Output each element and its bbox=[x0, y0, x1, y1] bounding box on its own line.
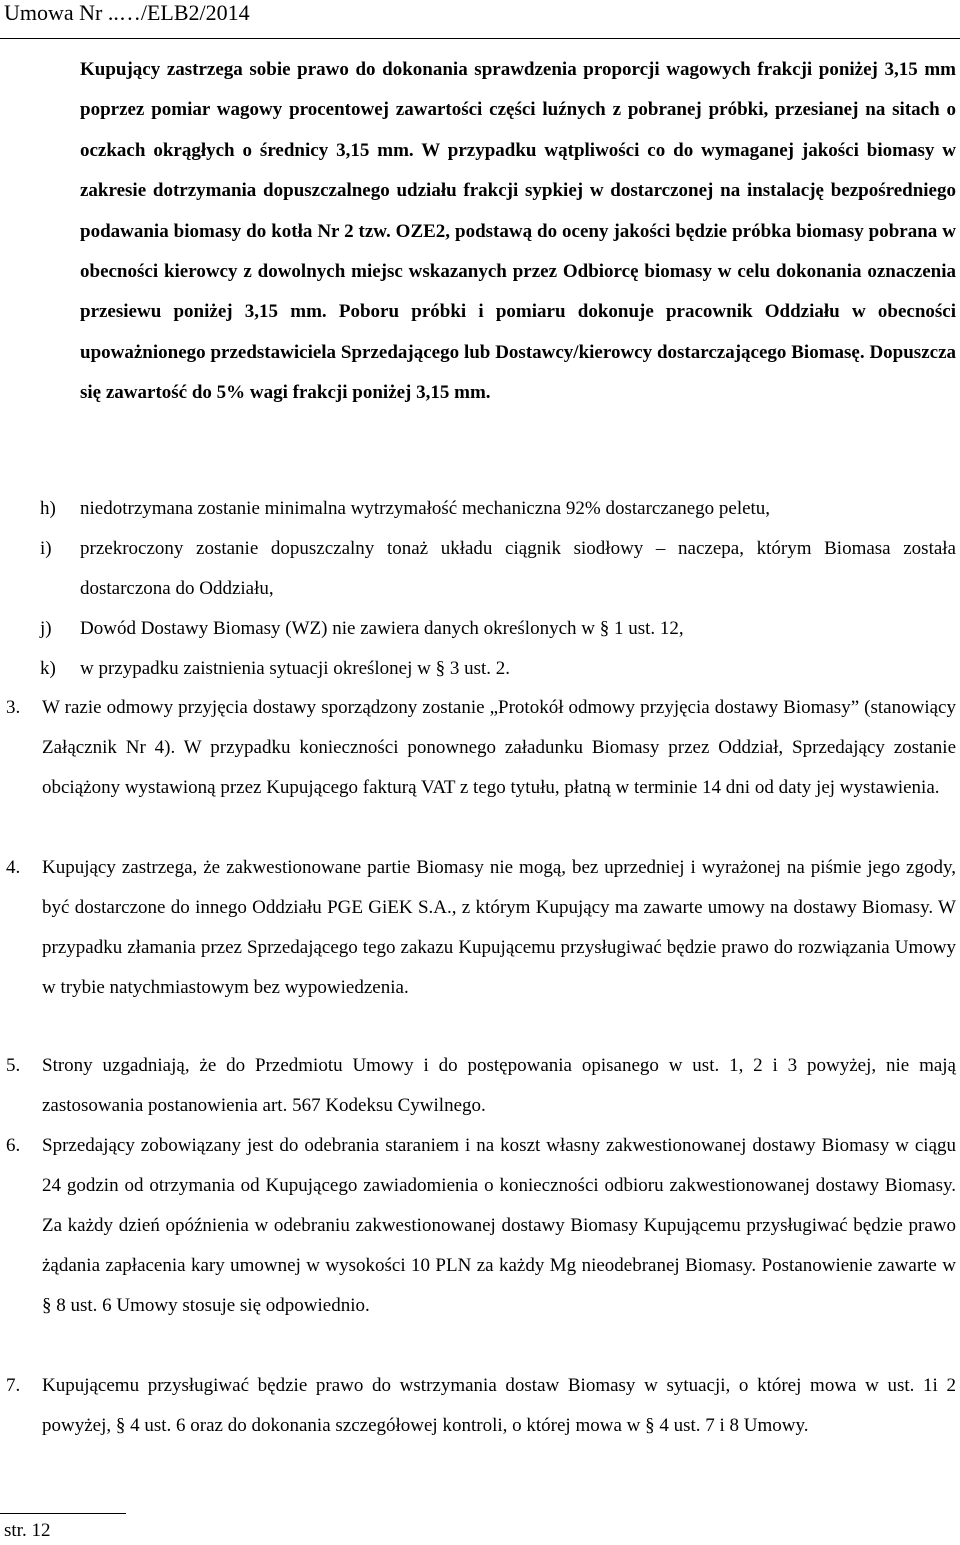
item-marker-6: 6. bbox=[6, 1135, 21, 1156]
sub-item-text-k: w przypadku zaistnienia sytuacji określonej w § 3 ust. 2. bbox=[80, 658, 511, 679]
item-text-3: W razie odmowy przyjęcia dostawy sporządzony zostanie „Protokół odmowy przyjęcia dostawy Biomasy” (stanowiący Załącznik Nr 4). W przypadku konieczności ponownego załadunku Biomasy przez Oddział, Sprzedający zostanie obciążony wystawioną przez Kupującego fakturą VAT z tego tytułu, płatną w terminie 14 dni od daty jej wystawienia. bbox=[42, 697, 956, 798]
item-text-7: Kupującemu przysługiwać będzie prawo do wstrzymania dostaw Biomasy w sytuacji, o której mowa w ust. 1i 2 powyżej, § 4 ust. 6 oraz do dokonania szczegółowej kontroli, o której mowa w § 4 ust. 7 i 8 Umowy. bbox=[42, 1375, 956, 1436]
item-marker-7: 7. bbox=[6, 1375, 21, 1396]
sub-item-marker-j: j) bbox=[40, 618, 52, 639]
sub-item-marker-k: k) bbox=[40, 658, 56, 679]
item-text-4: Kupujący zastrzega, że zakwestionowane partie Biomasy nie mogą, bez uprzedniej i wyrażonej na piśmie jego zgody, być dostarczone do innego Oddziału PGE GiEK S.A., z którym Kupujący ma zawarte umowy na dostawy Biomasy. W przypadku złamania przez Sprzedającego tego zakazu Kupującemu przysługiwać będzie prawo do rozwiązania Umowy w trybie natychmiastowym bez wypowiedzenia. bbox=[42, 857, 956, 998]
item-text-6: Sprzedający zobowiązany jest do odebrania staraniem i na koszt własny zakwestionowanej dostawy Biomasy w ciągu 24 godzin od otrzymania od Kupującego zawiadomienia o konieczności odbioru zakwestionowanej dostawy Biomasy. Za każdy dzień opóźnienia w odebraniu zakwestionowanej dostawy Biomasy Kupującemu przysługiwać będzie prawo żądania zapłacenia kary umownej w wysokości 10 PLN za każdy Mg nieodebranej Biomasy. Postanowienie zawarte w § 8 ust. 6 Umowy stosuje się odpowiednio. bbox=[42, 1135, 956, 1316]
document-header-title: Umowa Nr ..…/ELB2/2014 bbox=[4, 0, 250, 25]
item-text-5: Strony uzgadniają, że do Przedmiotu Umowy i do postępowania opisanego w ust. 1, 2 i 3 powyżej, nie mają zastosowania postanowienia art. 567 Kodeksu Cywilnego. bbox=[42, 1055, 956, 1116]
footer-divider bbox=[0, 1513, 126, 1514]
page-number: str. 12 bbox=[4, 1520, 51, 1541]
sub-item-marker-h: h) bbox=[40, 498, 56, 519]
item-marker-5: 5. bbox=[6, 1055, 21, 1076]
bold-paragraph: Kupujący zastrzega sobie prawo do dokonania sprawdzenia proporcji wagowych frakcji poniżej 3,15 mm poprzez pomiar wagowy procentowej zawartości części luźnych z pobranej próbki, przesianej na sitach o oczkach okrągłych o średnicy 3,15 mm. W przypadku wątpliwości co do wymaganej jakości biomasy w zakresie dotrzymania dopuszczalnego udziału frakcji sypkiej w dostarczonej na instalację bezpośredniego podawania biomasy do kotła Nr 2 tzw. OZE2, podstawą do oceny jakości będzie próbka biomasy pobrana w obecności kierowcy z dowolnych miejsc wskazanych przez Odbiorcę biomasy w celu dokonania oznaczenia przesiewu poniżej 3,15 mm. Poboru próbki i pomiaru dokonuje pracownik Oddziału w obecności upoważnionego przedstawiciela Sprzedającego lub Dostawcy/kierowcy dostarczającego Biomasę. Dopuszcza się zawartość do 5% wagi frakcji poniżej 3,15 mm. bbox=[80, 59, 956, 404]
sub-item-text-h: niedotrzymana zostanie minimalna wytrzymałość mechaniczna 92% dostarczanego peletu, bbox=[80, 498, 771, 519]
item-marker-3: 3. bbox=[6, 697, 21, 718]
sub-item-text-j: Dowód Dostawy Biomasy (WZ) nie zawiera danych określonych w § 1 ust. 12, bbox=[80, 618, 684, 639]
header-divider bbox=[0, 38, 960, 39]
sub-item-marker-i: i) bbox=[40, 538, 52, 559]
sub-item-text-i: przekroczony zostanie dopuszczalny tonaż układu ciągnik siodłowy – naczepa, którym Biomasa została dostarczona do Oddziału, bbox=[80, 538, 956, 599]
item-marker-4: 4. bbox=[6, 857, 21, 878]
